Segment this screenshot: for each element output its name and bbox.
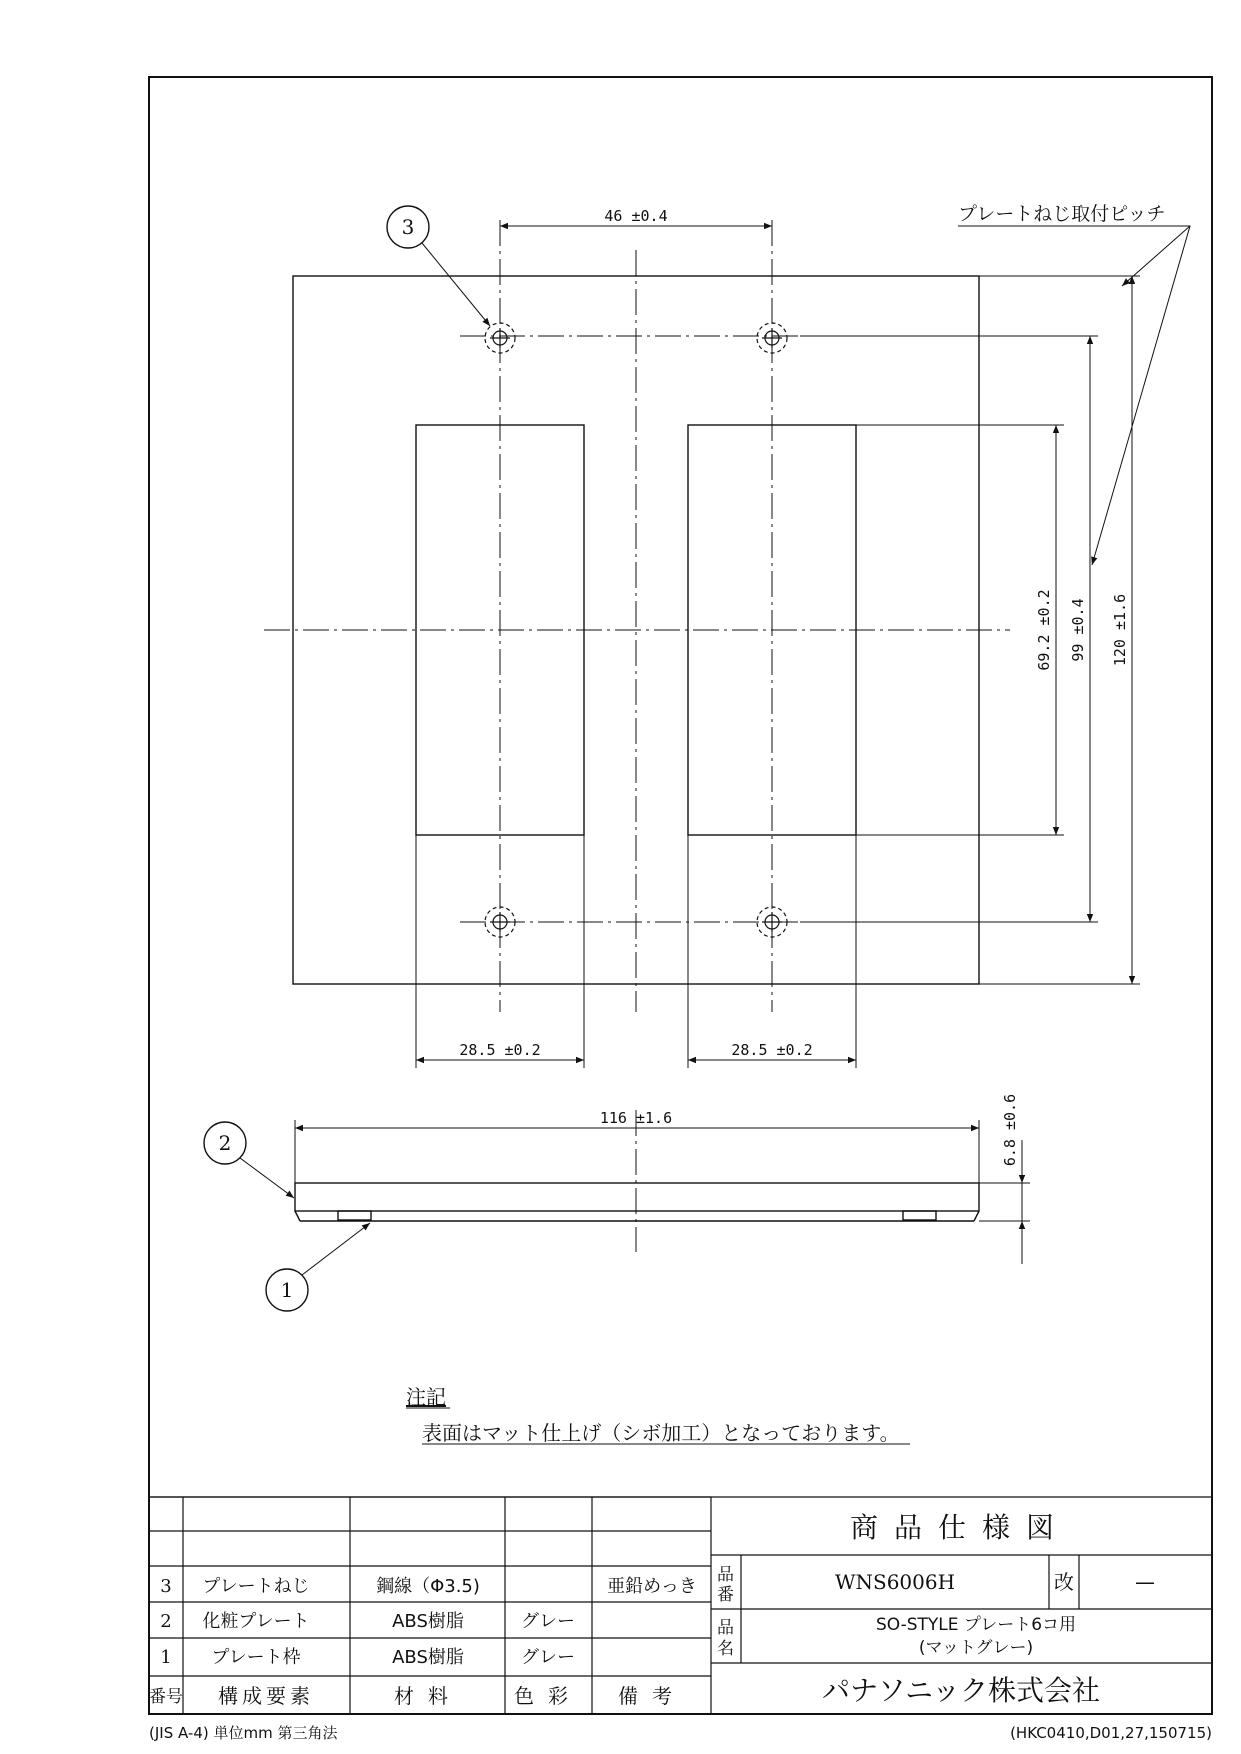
part-name: プレート枠 <box>211 1647 301 1668</box>
part-color: グレー <box>521 1611 575 1632</box>
sheet-border <box>149 77 1212 1714</box>
dim-plate-width: 116 ±1.6 <box>599 1109 673 1127</box>
side-view <box>295 1183 979 1221</box>
dim-opening-height: 69.2 ±0.2 <box>1035 589 1053 671</box>
header-no: 番号 <box>149 1687 183 1707</box>
callout-screw-pitch-label: プレートねじ取付ピッチ <box>958 203 1166 225</box>
parts-table <box>149 1497 711 1714</box>
parts-header-row <box>149 1684 686 1708</box>
dim-opening-width-right: 28.5 ±0.2 <box>731 1041 813 1059</box>
parts-row-3 <box>160 1576 697 1597</box>
part-remark: 亜鉛めっき <box>607 1576 697 1597</box>
footer-left: (JIS A-4) 単位mm 第三角法 <box>149 1724 338 1742</box>
revision-label: 改 <box>1054 1570 1074 1594</box>
plate-side <box>295 1183 979 1211</box>
side-dimension-lines <box>295 1120 1030 1264</box>
part-no: 3 <box>160 1576 172 1597</box>
dim-plate-height: 120 ±1.6 <box>1111 593 1129 667</box>
part-material: ABS樹脂 <box>392 1647 464 1668</box>
parts-row-1 <box>160 1647 575 1668</box>
company-name: パナソニック株式会社 <box>821 1674 1101 1707</box>
part-no-label-1: 品 <box>717 1565 734 1585</box>
notes-title: 注記 <box>406 1385 446 1409</box>
part-material: 鋼線（Φ3.5) <box>376 1576 480 1597</box>
doc-title: 商品仕様図 <box>849 1511 1071 1544</box>
dim-screw-pitch-h: 46 ±0.4 <box>604 207 668 225</box>
part-no: 2 <box>160 1611 172 1632</box>
dim-plate-thickness: 6.8 ±0.6 <box>1001 1093 1019 1167</box>
part-name: 化粧プレート <box>202 1611 310 1632</box>
balloons <box>204 206 490 1311</box>
part-color: グレー <box>521 1647 575 1668</box>
part-no: 1 <box>160 1647 172 1668</box>
name-label-1: 品 <box>717 1618 734 1638</box>
parts-row-2 <box>160 1611 575 1632</box>
product-name-line2: (マットグレー) <box>918 1638 1034 1658</box>
dim-opening-width-left: 28.5 ±0.2 <box>459 1041 541 1059</box>
name-label-2: 名 <box>717 1639 734 1659</box>
header-color: 色彩 <box>514 1684 582 1708</box>
revision-value: — <box>1135 1570 1155 1594</box>
balloon-1-label: 1 <box>280 1278 294 1302</box>
balloon-3-label: 3 <box>401 215 415 239</box>
product-number: WNS6006H <box>834 1570 956 1594</box>
footer-right: (HKC0410,D01,27,150715) <box>1010 1724 1212 1742</box>
header-material: 材料 <box>394 1684 462 1708</box>
notes-text: 表面はマット仕上げ（シボ加工）となっております。 <box>422 1421 900 1445</box>
header-name: 構成要素 <box>218 1684 314 1708</box>
part-name: プレートねじ <box>202 1576 310 1597</box>
balloon-2-label: 2 <box>218 1131 232 1155</box>
dim-screw-pitch-v: 99 ±0.4 <box>1069 598 1087 662</box>
product-name-line1: SO-STYLE プレート6コ用 <box>875 1615 1077 1635</box>
header-remark: 備考 <box>618 1684 686 1708</box>
part-no-label-2: 番 <box>717 1585 734 1605</box>
center-lines <box>264 220 1010 1252</box>
part-material: ABS樹脂 <box>392 1611 464 1632</box>
